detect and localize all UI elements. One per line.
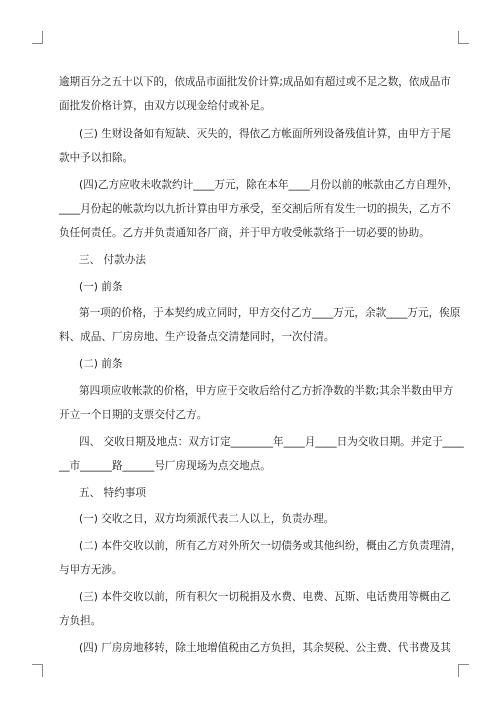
text-line: 负任何责任。乙方并负责通知各厂商，并于甲方收受帐款络于一切必要的协助。 (59, 227, 430, 239)
text-line: (四)乙方应收未收款约计____万元，除在本年____月份以前的帐款由乙方自理外， (79, 179, 459, 191)
text-line: 料、成品、厂房房地、生产设备点交清楚同时，一次付清。 (59, 331, 335, 343)
text-line: (三) 本件交收以前，所有积欠一切税捐及水费、电费、瓦斯、电话费用等概由乙 (79, 591, 451, 603)
crop-mark-top-right (458, 31, 469, 44)
crop-mark-top-left (32, 31, 43, 44)
text-line: (四) 厂房房地移转，除土地增值税由乙方负担，其余契税、公主费、代书费及其 (79, 642, 451, 654)
text-line: 开立一个日期的支票交付乙方。 (59, 409, 208, 421)
text-line: __市______路______号厂房现场为点交地点。 (59, 460, 271, 472)
text-line: (三) 生财设备如有短缺、灭失的，得依乙方帐面所列设备残值计算，由甲方于尾 (79, 128, 451, 140)
text-line: 四、 交收日期及地点：双方订定________年____月____日为交收日期。并定于____ (79, 436, 464, 448)
text-line: (二) 本件交收以前，所有乙方对外所欠一切债务或其他纠纷，概由乙方负责理清， (79, 540, 462, 552)
text-line: 与甲方无涉。 (59, 564, 123, 576)
crop-mark-bottom-right (458, 664, 469, 677)
text-line: 方负担。 (59, 615, 102, 627)
subsection-heading: (一) 前条 (79, 281, 123, 293)
text-line: 逾期百分之五十以下的，依成品市面批发价计算;成品如有超过或不足之数，依成品市 (59, 76, 451, 88)
text-line: 款中予以扣除。 (59, 152, 134, 164)
text-line: (一) 交收之日，双方均须派代表二人以上，负责办理。 (79, 513, 335, 525)
text-line: 面批发价格计算，由双方以现金给付或补足。 (59, 100, 271, 112)
text-line: ____月份起的帐款均以九折计算由甲方承受，至交割后所有发生一切的损失，乙方不 (59, 203, 451, 215)
crop-mark-bottom-left (32, 664, 43, 677)
section-heading: 五、 特约事项 (79, 487, 146, 499)
section-heading: 三、 付款办法 (79, 254, 146, 266)
subsection-heading: (二) 前条 (79, 358, 123, 370)
text-line: 第一项的价格，于本契约成立同时，甲方交付乙方____万元，余款____万元，俟原 (79, 307, 461, 319)
text-line: 第四项应收帐款的价格，甲方应于交收后给付乙方折净数的半数;其余半数由甲方 (79, 385, 454, 397)
